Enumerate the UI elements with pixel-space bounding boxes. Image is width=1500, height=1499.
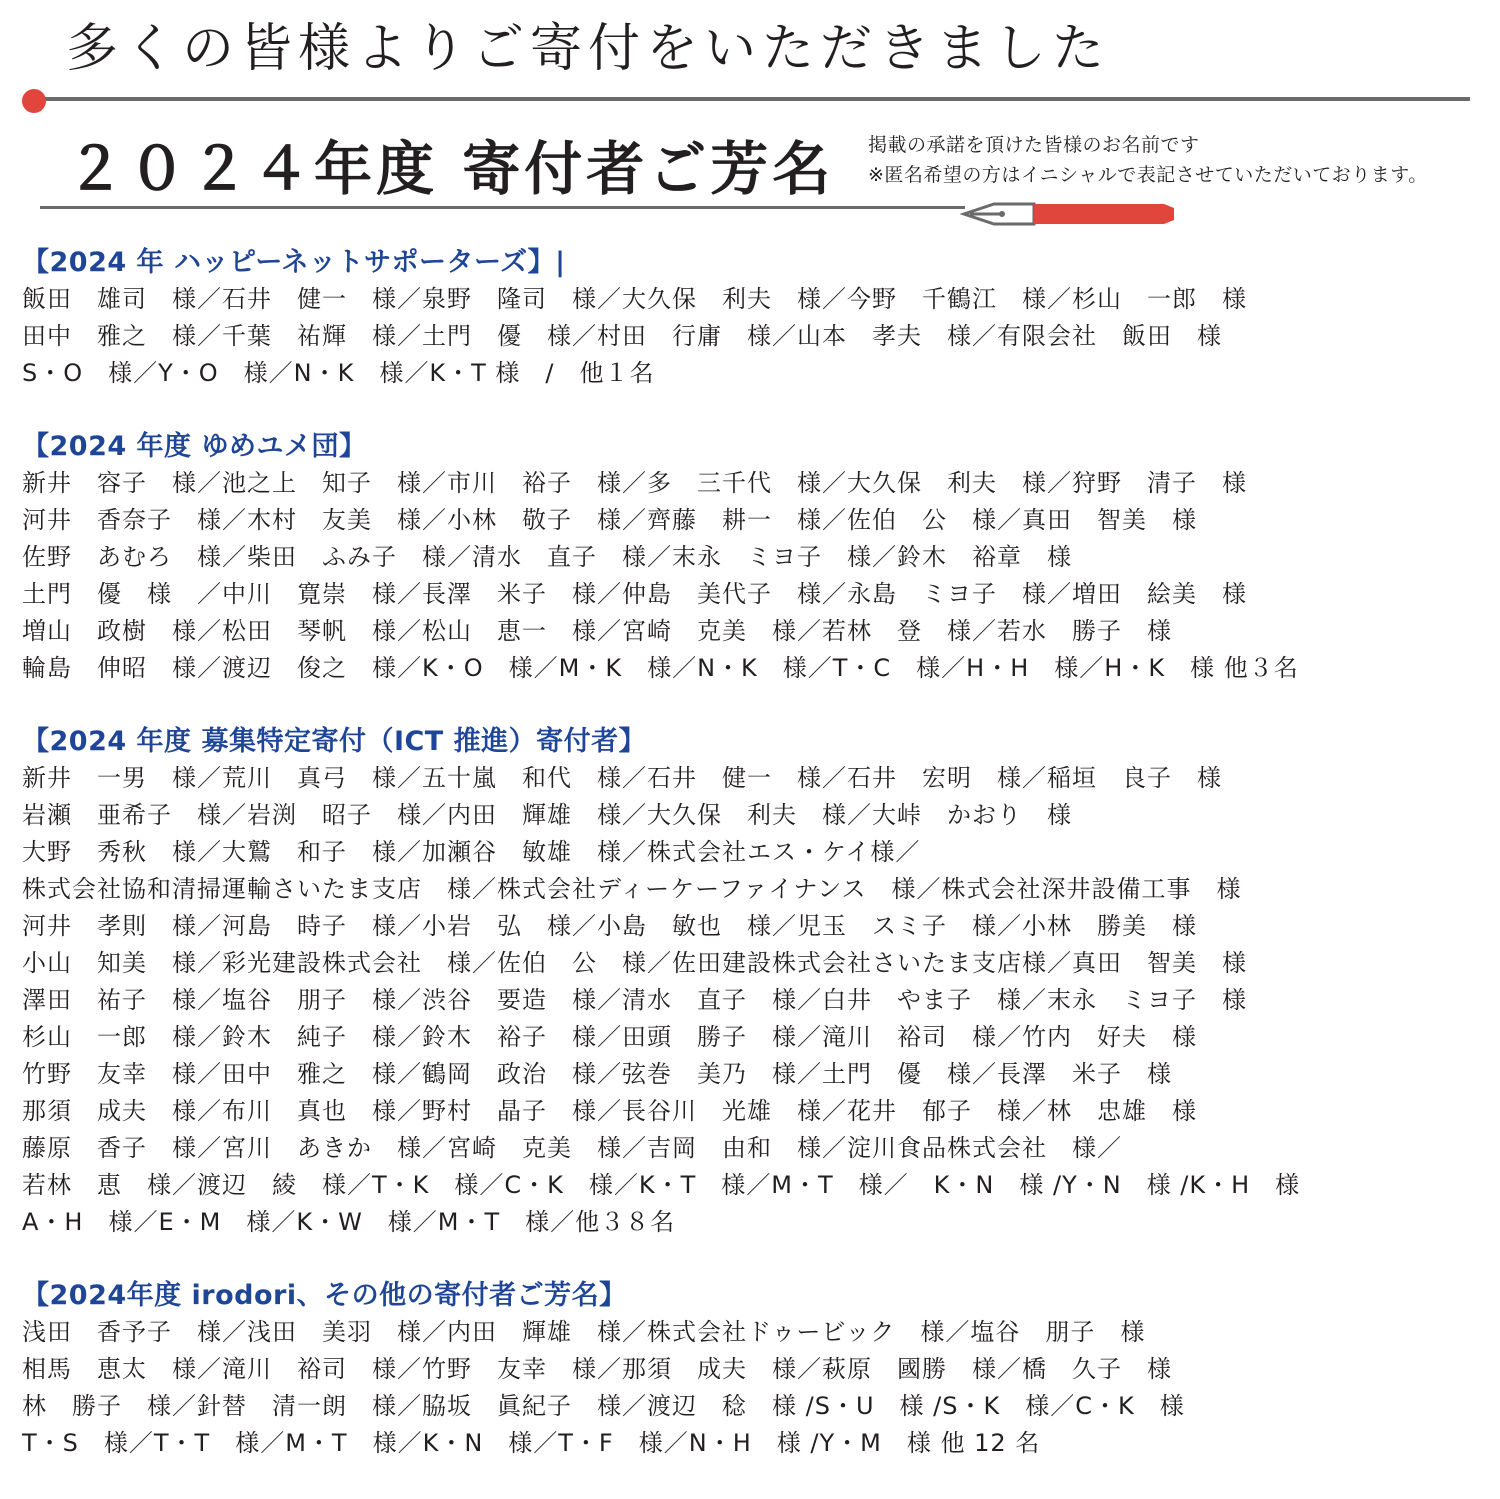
donor-line: 株式会社協和清掃運輸さいたま支店 様／株式会社ディーケーファイナンス 様／株式会社深井設備工事 様 — [22, 875, 1242, 903]
donor-line: 杉山 一郎 様／鈴木 純子 様／鈴木 裕子 様／田頭 勝子 様／滝川 裕司 様／竹内 好夫 様 — [22, 1023, 1197, 1051]
donor-line: 那須 成夫 様／布川 真也 様／野村 晶子 様／長谷川 光雄 様／花井 郁子 様／林 忠雄 様 — [22, 1097, 1197, 1125]
section-ict-donors — [22, 724, 1482, 1241]
donor-line: 浅田 香予子 様／浅田 美羽 様／内田 輝雄 様／株式会社ドゥービック 様／塩谷 朋子 様 — [22, 1318, 1146, 1346]
headline: 多くの皆様よりご寄付をいただきました — [66, 19, 1111, 79]
donor-line: 新井 容子 様／池之上 知子 様／市川 裕子 様／多 三千代 様／大久保 利夫 様／狩野 清子 様 — [22, 469, 1247, 497]
donor-line: 小山 知美 様／彩光建設株式会社 様／佐伯 公 様／佐田建設株式会社さいたま支店様／真田 智美 様 — [22, 949, 1247, 977]
donor-line: A・H 様／E・M 様／K・W 様／M・T 様／他３８名 — [22, 1208, 676, 1236]
donor-line: 増山 政樹 様／松田 琴帆 様／松山 恵一 様／宮崎 克美 様／若林 登 様／若水 勝子 様 — [22, 617, 1172, 645]
section-title: 【2024年度 irodori、その他の寄付者ご芳名】 — [22, 1280, 627, 1311]
donor-list — [22, 245, 1482, 1499]
section-happy-net-supporters — [22, 245, 1482, 392]
donor-line: 河井 香奈子 様／木村 友美 様／小林 敬子 様／齊藤 耕一 様／佐伯 公 様／真田 智美 様 — [22, 506, 1197, 534]
section-irodori-donors — [22, 1278, 1482, 1462]
page-title: ２０２４年度 寄付者ご芳名 — [66, 135, 835, 203]
donor-line: 河井 孝則 様／河島 時子 様／小岩 弘 様／小島 敏也 様／児玉 スミ子 様／小林 勝美 様 — [22, 912, 1197, 940]
top-divider — [40, 97, 1470, 101]
fountain-pen-icon — [960, 196, 1180, 232]
donor-line: S・O 様／Y・O 様／N・K 様／K・T 様 / 他１名 — [22, 359, 655, 387]
section-yume-yume-dan — [22, 429, 1482, 687]
donor-line: 竹野 友幸 様／田中 雅之 様／鶴岡 政治 様／弦巻 美乃 様／土門 優 様／長澤 米子 様 — [22, 1060, 1172, 1088]
donor-line: 飯田 雄司 様／石井 健一 様／泉野 隆司 様／大久保 利夫 様／今野 千鶴江 様／杉山 一郎 様 — [22, 285, 1247, 313]
donor-line: 田中 雅之 様／千葉 祐輝 様／土門 優 様／村田 行庸 様／山本 孝夫 様／有限会社 飯田 様 — [22, 322, 1222, 350]
section-title: 【2024 年 ハッピーネットサポーターズ】| — [22, 247, 566, 278]
donor-line: 輪島 伸昭 様／渡辺 俊之 様／K・O 様／M・K 様／N・K 様／T・C 様／H・H 様／H・K 様 他３名 — [22, 654, 1299, 682]
donor-line: 土門 優 様 ／中川 寛崇 様／長澤 米子 様／仲島 美代子 様／永島 ミヨ子 様／増田 絵美 様 — [22, 580, 1247, 608]
donor-line: 新井 一男 様／荒川 真弓 様／五十嵐 和代 様／石井 健一 様／石井 宏明 様／稲垣 良子 様 — [22, 764, 1222, 792]
donor-line: 藤原 香子 様／宮川 あきか 様／宮崎 克美 様／吉岡 由和 様／淀川食品株式会社 様／ — [22, 1134, 1122, 1162]
donor-line: 澤田 祐子 様／塩谷 朋子 様／渋谷 要造 様／清水 直子 様／白井 やま子 様／末永 ミヨ子 様 — [22, 986, 1247, 1014]
donor-line: 若林 恵 様／渡辺 綾 様／T・K 様／C・K 様／K・T 様／M・T 様／ K・N 様 /Y・N 様 /K・H 様 — [22, 1171, 1301, 1199]
donor-line: 佐野 あむろ 様／柴田 ふみ子 様／清水 直子 様／末永 ミヨ子 様／鈴木 裕章 様 — [22, 543, 1072, 571]
donor-line: 大野 秀秋 様／大鷲 和子 様／加瀬谷 敏雄 様／株式会社エス・ケイ様／ — [22, 838, 921, 866]
donor-line: 相馬 恵太 様／滝川 裕司 様／竹野 友幸 様／那須 成夫 様／萩原 國勝 様／橋 久子 様 — [22, 1355, 1172, 1383]
donor-line: T・S 様／T・T 様／M・T 様／K・N 様／T・F 様／N・H 様 /Y・M 様 他 12 名 — [22, 1429, 1041, 1457]
red-dot-icon — [22, 89, 46, 113]
note-line-1: 掲載の承諾を頂けた皆様のお名前です — [868, 134, 1200, 156]
section-title: 【2024 年度 ゆめユメ団】 — [22, 431, 367, 462]
title-underline — [40, 206, 965, 209]
section-title: 【2024 年度 募集特定寄付（ICT 推進）寄付者】 — [22, 726, 647, 757]
donor-line: 林 勝子 様／針替 清一朗 様／脇坂 眞紀子 様／渡辺 稔 様 /S・U 様 /S・K 様／C・K 様 — [22, 1392, 1185, 1420]
note-block — [868, 130, 1428, 190]
donor-line: 岩瀬 亜希子 様／岩渕 昭子 様／内田 輝雄 様／大久保 利夫 様／大峠 かおり 様 — [22, 801, 1072, 829]
note-line-2: ※匿名希望の方はイニシャルで表記させていただいております。 — [868, 164, 1428, 186]
